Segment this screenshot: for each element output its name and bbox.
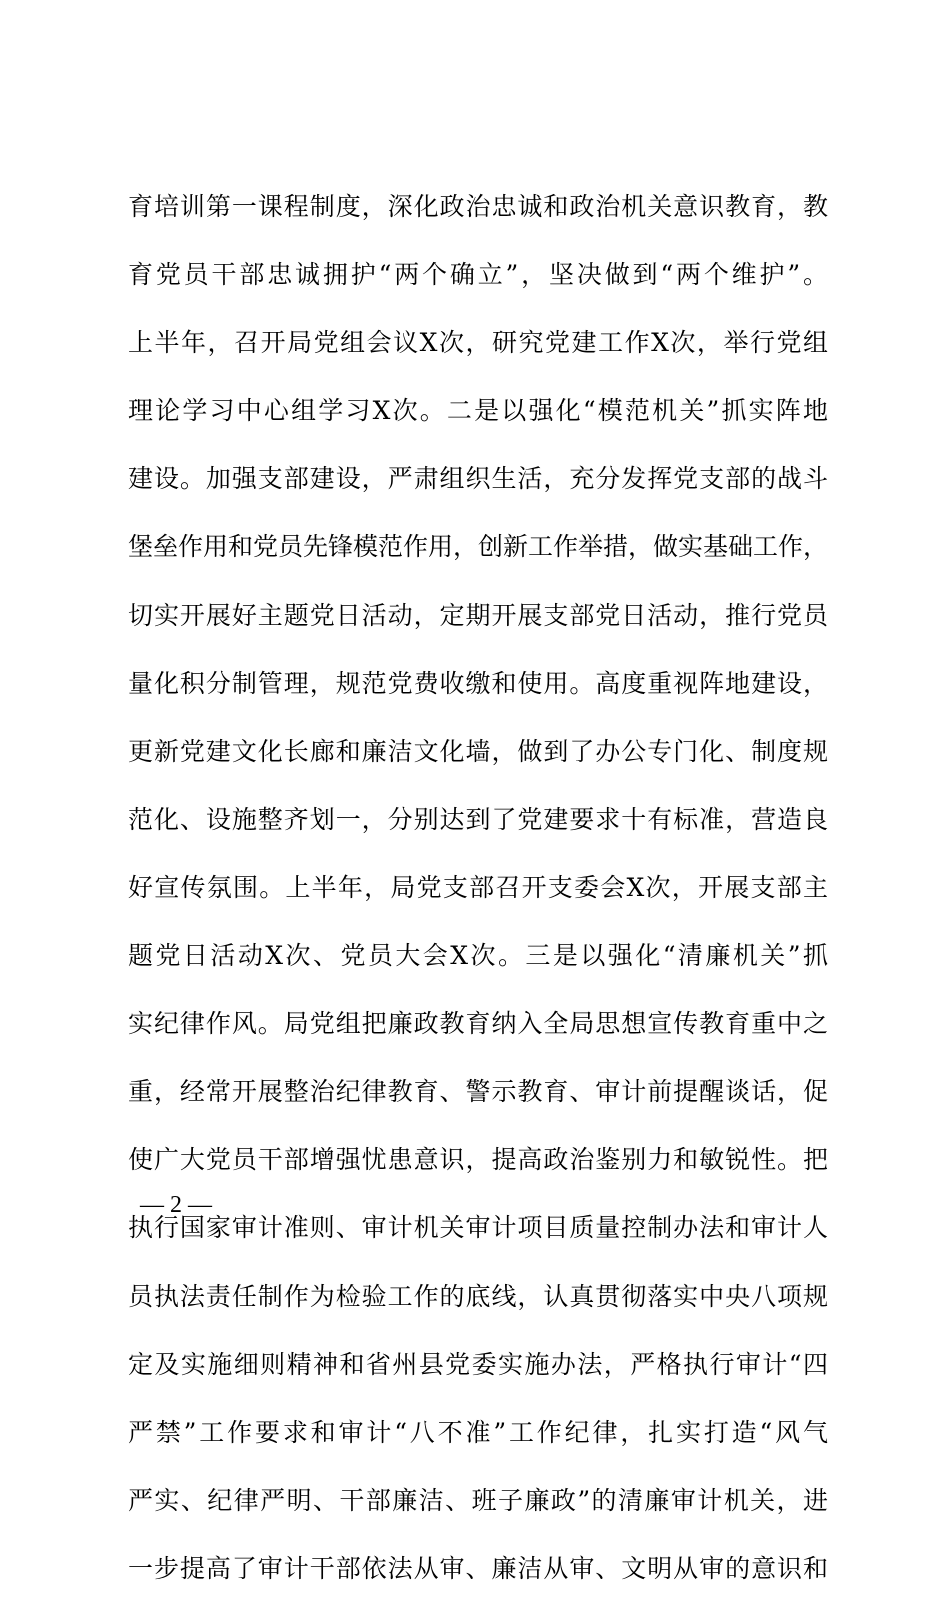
text-line-15: 使广大党员干部增强忧患意识，提高政治鉴别力和敏锐性。把: [128, 1145, 828, 1175]
text-line-7: 切实开展好主题党日活动，定期开展支部党日活动，推行党员: [128, 600, 828, 630]
text-line-8: 量化积分制管理，规范党费收缴和使用。高度重视阵地建设，: [128, 668, 828, 698]
text-line-9: 更新党建文化长廊和廉洁文化墙，做到了办公专门化、制度规: [128, 736, 828, 766]
text-line-16: 执行国家审计准则、审计机关审计项目质量控制办法和审计人: [128, 1213, 828, 1243]
text-line-6: 堡垒作用和党员先锋模范作用，创新工作举措，做实基础工作，: [128, 532, 829, 562]
text-line-10: 范化、设施整齐划一，分别达到了党建要求十有标准，营造良: [128, 804, 828, 834]
text-line-17: 员执法责任制作为检验工作的底线，认真贯彻落实中央八项规: [128, 1281, 828, 1311]
text-line-21: 一步提高了审计干部依法从审、廉洁从审、文明从审的意识和: [128, 1553, 828, 1583]
text-line-13: 实纪律作风。局党组把廉政教育纳入全局思想宣传教育重中之: [128, 1009, 828, 1039]
text-line-1: 育培训第一课程制度，深化政治忠诚和政治机关意识教育，教: [128, 192, 828, 221]
text-line-18: 定及实施细则精神和省州县党委实施办法，严格执行审计“四: [128, 1349, 828, 1379]
text-line-19: 严禁”工作要求和审计“八不准”工作纪律，扎实打造“风气: [128, 1417, 828, 1447]
text-line-20: 严实、纪律严明、干部廉洁、班子廉政”的清廉审计机关，进: [128, 1485, 828, 1515]
text-line-4: 理论学习中心组学习X次。二是以强化“模范机关”抓实阵地: [128, 396, 828, 426]
text-line-3: 上半年，召开局党组会议X次，研究党建工作X次，举行党组: [128, 328, 828, 358]
text-line-12: 题党日活动X次、党员大会X次。三是以强化“清廉机关”抓: [128, 941, 828, 971]
text-line-2: 育党员干部忠诚拥护“两个确立”，坚决做到“两个维护”。: [128, 260, 828, 290]
text-line-11: 好宣传氛围。上半年，局党支部召开支委会X次，开展支部主: [128, 872, 828, 902]
text-line-5: 建设。加强支部建设，严肃组织生活，充分发挥党支部的战斗: [128, 464, 828, 494]
text-line-14: 重，经常开展整治纪律教育、警示教育、审计前提醒谈话，促: [128, 1077, 828, 1107]
body-text: [128, 190, 828, 1620]
page-number: — 2 —: [140, 1192, 212, 1218]
